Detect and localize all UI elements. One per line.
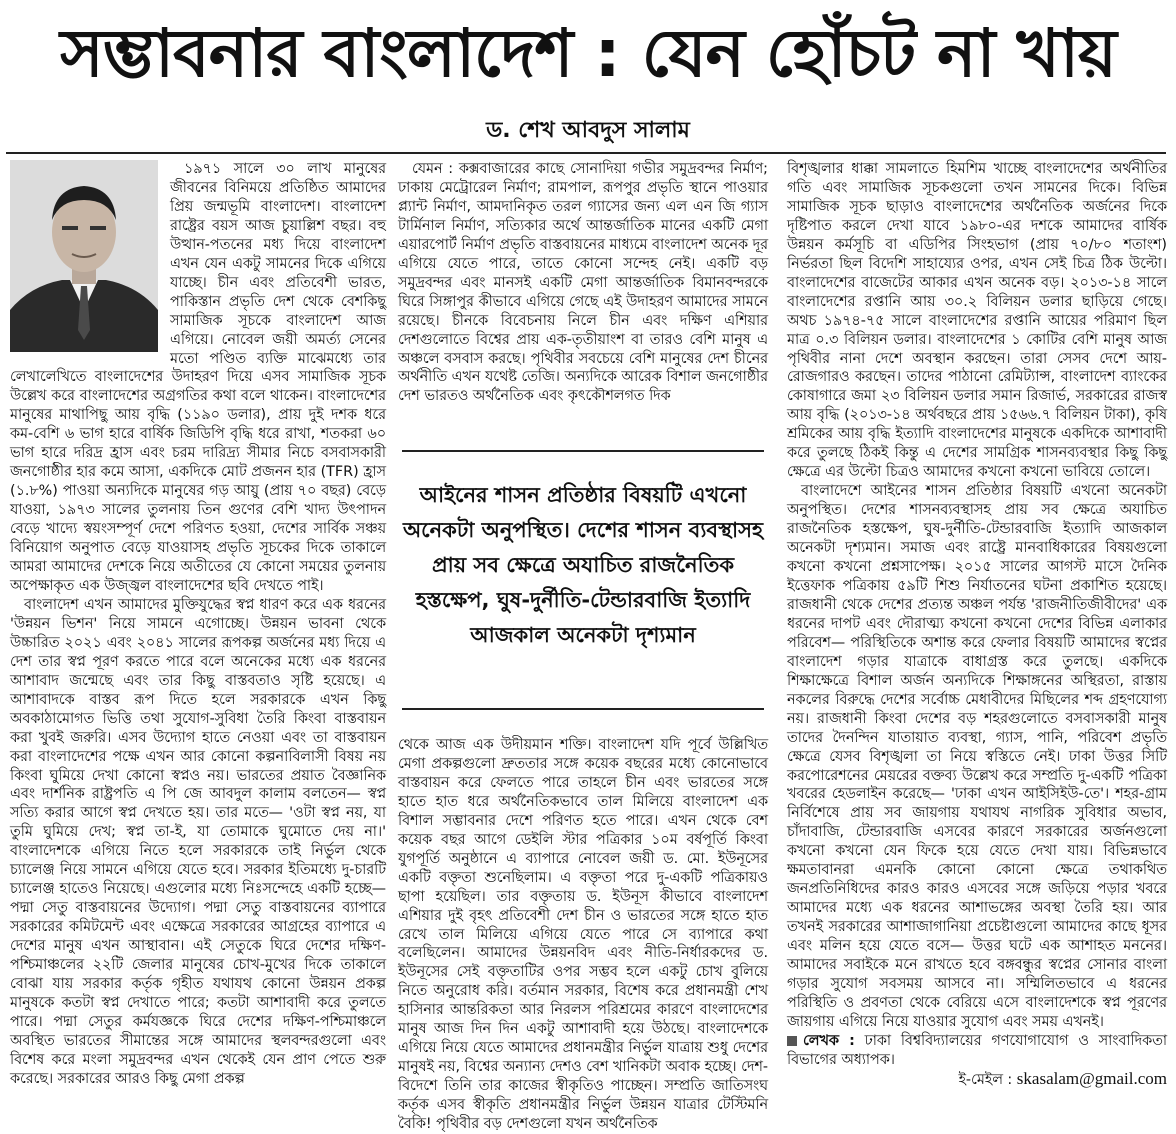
header-divider [6, 152, 1166, 154]
author-photo [10, 160, 158, 352]
col1-paragraph-1: ১৯৭১ সালে ৩০ লাখ মানুষের জীবনের বিনিময়ে প্রতিষ্ঠিত আমাদের প্রিয় জন্মভূমি বাংলাদেশ। বাংলাদেশ রাষ্ট্রের বয়স আজ চুয়াল্লিশ বছর। বহু উত্থান-পতনের মধ্য দিয়ে বাংলাদেশ এখন যেন একটু সামনের দিকে এগিয়ে যাচ্ছে। চীন এবং প্রতিবেশী ভারত, পাকিস্তান প্রভৃতি দেশ থেকে বেশকিছু সামাজিক সূচকে বাংলাদেশ আজ এগিয়ে। নোবেল জয়ী অমর্ত্য সেনের মতো পণ্ডিত ব্যক্তি মাঝেমধ্যে তার লেখালেখিতে বাংলাদেশের উদাহরণ দিয়ে এসব সামাজিক সূচক উল্লেখ করে বাংলাদেশের অগ্রগতির কথা বলে থাকেন। বাংলাদেশের মানুষের মাথাপিছু আয় বৃদ্ধি (১১৯০ ডলার), প্রায় দুই দশক ধরে কম-বেশি ৬ ভাগ হারে বার্ষিক জিডিপি বৃদ্ধি ধরে রাখা, শতকরা ৬০ ভাগ হারে দরিদ্র হ্রাস এবং চরম দারিদ্র্য সীমার নিচে বসবাসকারী জনগোষ্ঠীর হার কমে আসা, একদিকে মোট প্রজনন হার (TFR) হ্রাস (১.৮%) পাওয়া অন্যদিকে মানুষের গড় আয়ু (প্রায় ৭০ বছর) বেড়ে যাওয়া, ১৯৭৩ সালের তুলনায় তিন গুণের বেশি খাদ্য উৎপাদন বেড়ে খাদ্যে স্বয়ংসম্পূর্ণ দেশে পরিণত হওয়া, দেশের সার্বিক সঞ্চয় বিনিয়োগ অনুপাত বেড়ে যাওয়াসহ প্রভৃতি সূচকের দিকে তাকালে আমরা আমাদের দেশকে নিয়ে অতীতের যে কোনো সময়ের তুলনায় অপেক্ষাকৃত এক উজ্জ্বল বাংলাদেশের ছবি দেখতে পাই। [10, 161, 386, 594]
author-email: skasalam@gmail.com [1016, 1068, 1167, 1088]
col2-paragraph-2: থেকে আজ এক উদীয়মান শক্তি। বাংলাদেশ যদি পূর্বে উল্লিখিত মেগা প্রকল্পগুলো দ্রুততার সঙ্গে কয়েক বছরের মধ্যে কোনোভাবে বাস্তবায়ন করে ফেলতে পারে তাহলে চীন এবং ভারতের সঙ্গে হাতে হাত ধরে অর্থনৈতিকভাবে তাল মিলিয়ে বাংলাদেশ এক বিশাল সম্ভাবনার দেশে পরিণত হতে পারে। এখন থেকে বেশ কয়েক বছর আগে ডেইলি স্টার পত্রিকার ১০ম বর্ষপূর্তি কিংবা যুগপূর্তি অনুষ্ঠানে এ ব্যাপারে নোবেল জয়ী ড. মো. ইউনূসের একটি বক্তৃতা শুনেছিলাম। এ বক্তৃতা পরে দু-একটি পত্রিকায়ও ছাপা হয়েছিল। তার বক্তৃতায় ড. ইউনূস কীভাবে বাংলাদেশ এশিয়ার দুই বৃহৎ প্রতিবেশী দেশ চীন ও ভারতের সঙ্গে হাতে হাত রেখে তাল মিলিয়ে এগিয়ে যেতে পারে সে ব্যাপারে কথা বলেছিলেন। আমাদের উন্নয়নবিদ এবং নীতি-নির্ধারকদের ড. ইউনূসের সেই বক্তৃতাটির ওপর সম্ভব হলে একটু চোখ বুলিয়ে নিতে অনুরোধ করি। বর্তমান সরকার, বিশেষ করে প্রধানমন্ত্রী শেখ হাসিনার আন্তরিকতা আর নিরলস পরিশ্রমের কারণে বাংলাদেশের মানুষ আজ দিন দিন একটু আশাবাদী হয়ে উঠছে। বাংলাদেশকে এগিয়ে নিয়ে যেতে আমাদের প্রধানমন্ত্রীর নির্ভুল যাত্রায় শুধু দেশের মানুষই নয়, বিশ্বের অন্যান্য দেশও বেশ খানিকটা অবাক হচ্ছে। দেশ-বিদেশে তিনি তার কাজের স্বীকৃতিও পাচ্ছেন। সম্প্রতি জাতিসংঘ কর্তৃক এসব স্বীকৃতি প্রধানমন্ত্রীর নির্ভুল উন্নয়ন যাত্রার টেস্টিমনি বৈকি! পৃথিবীর বড় দেশগুলো যখন অর্থনৈতিক [398, 737, 768, 1133]
col3-paragraph-1: বিশৃঙ্খলার ধাক্কা সামলাতে হিমশিম খাচ্ছে বাংলাদেশের অর্থনীতির গতি এবং সামাজিক সূচকগুলো তখন সামনের দিকে। বিভিন্ন সামাজিক সূচক ছাড়াও বাংলাদেশের অর্থনৈতিক অর্জনের দিকে দৃষ্টিপাত করলে দেখা যাবে ১৯৮০-এর দশকে আমাদের বার্ষিক উন্নয়ন কর্মসূচি বা এডিপির সিংহভাগ (প্রায় ৭০/৮০ শতাংশ) নির্ভরতা ছিল বিদেশি সাহায্যের ওপর, এখন সেই চিত্র ঠিক উল্টো। বাংলাদেশের বাজেটের আকার এখন অনেক বড়। ২০১৩-১৪ সালে বাংলাদেশের রপ্তানি আয় ৩০.২ বিলিয়ন ডলার ছাড়িয়ে গেছে। অথচ ১৯৭৪-৭৫ সালে বাংলাদেশের রপ্তানি আয়ের পরিমাণ ছিল মাত্র ০.৩ বিলিয়ন ডলার। বাংলাদেশের ১ কোটির বেশি মানুষ আজ পৃথিবীর নানা দেশে অবস্থান করছেন। তারা সেসব দেশে আয়-রোজগারও করছেন। তাদের পাঠানো রেমিট্যান্স, বাংলাদেশ ব্যাংকের কোষাগারে জমা ২৩ বিলিয়ন ডলার সমান রিজার্ভ, সরকারের রাজস্ব আয় বৃদ্ধি (২০১৩-১৪ অর্থবছরে প্রায় ১৫৬৬.৭ বিলিয়ন টাকা), কৃষি শ্রমিকের আয় বৃদ্ধি ইত্যাদি বাংলাদেশের মানুষকে একদিকে আশাবাদী করে তুলছে ঠিকই কিন্তু এ দেশের সামগ্রিক শাসনব্যবস্থার কিছু কিছু ক্ষেত্রে এর উল্টো চিত্রও আমাদের কখনো কখনো ভাবিয়ে তোলে। [787, 161, 1167, 481]
col3-paragraph-2: বাংলাদেশে আইনের শাসন প্রতিষ্ঠার বিষয়টি এখনো অনেকটা অনুপস্থিত। দেশের শাসনব্যবস্থাসহ প্রায় সব ক্ষেত্রে অযাচিত রাজনৈতিক হস্তক্ষেপ, ঘুষ-দুর্নীতি-টেন্ডারবাজি ইত্যাদি আজকাল অনেকটা দৃশ্যমান। সমাজ এবং রাষ্ট্রে মানবাধিকারের বিষয়গুলো কখনো কখনো প্রশ্নসাপেক্ষ। ২০১৫ সালের আগস্ট মাসে দৈনিক ইত্তেফাক পত্রিকায় ৫৯টি শিশু নির্যাতনের ঘটনা প্রকাশিত হয়েছে। রাজধানী থেকে দেশের প্রত্যন্ত অঞ্চল পর্যন্ত 'রাজনীতিজীবীদের' এক ধরনের দাপট এবং দৌরাত্ম্য কখনো কখনো দেশের বিভিন্ন এলাকার পরিবেশ— পরিস্থিতিকে অশান্ত করে ফেলার বিষয়টি আমাদের স্বপ্নের বাংলাদেশ গড়ার যাত্রাকে বাধাগ্রস্ত করে তুলছে। একদিকে শিক্ষাক্ষেত্রে বিশাল অর্জন অন্যদিকে শিক্ষাঙ্গনের অস্থিরতা, রাস্তায় নকলের বিরুদ্ধে দেশের সর্বোচ্চ মেধাবীদের মিছিলের শব্দ গ্রহণযোগ্য নয়। রাজধানী কিংবা দেশের বড় শহরগুলোতে বসবাসকারী মানুষ তাদের দৈনন্দিন যাতায়াত ব্যবস্থা, গ্যাস, পানি, পরিবেশ প্রভৃতি ক্ষেত্রে যেসব বিশৃঙ্খলা তা নিয়ে স্বস্তিতে নেই। ঢাকা উত্তর সিটি করপোরেশনের মেয়রের বক্তব্য উল্লেখ করে সম্প্রতি দু-একটি পত্রিকা খবরের হেডলাইন করেছে— 'ঢাকা এখন আইসিইউ-তে'। শহর-গ্রাম নির্বিশেষে প্রায় সব জায়গায় যথাযথ নাগরিক সুবিধার অভাব, চাঁদাবাজি, টেন্ডারবাজি এসবের কারণে সরকারের অর্জনগুলো কখনো কখনো যেন ফিকে হয়ে যেতে দেখা যায়। বিভিন্নভাবে ক্ষমতাবানরা এমনকি কোনো কোনো ক্ষেত্রে তথাকথিত জনপ্রতিনিধিদের কারও কারও এসবের সঙ্গে জড়িয়ে পড়ার খবরে আমাদের মধ্যে এক ধরনের আশাভঙ্গের অবস্থা তৈরি হয়। আর তখনই সরকারের আশাজাগানিয়া প্রচেষ্টাগুলো আমাদের কাছে ধূসর এবং মলিন হয়ে যেতে বসে— উত্তর ঘটে এক আশাহত মননের। আমাদের সবাইকে মনে রাখতে হবে বঙ্গবন্ধুর স্বপ্নের সোনার বাংলা গড়ার সুযোগ সবসময় আসবে না। সম্মিলিতভাবে এ ধরনের পরিস্থিতি ও প্রবণতা থেকে বেরিয়ে এসে বাংলাদেশকে স্বপ্ন পূরণের জায়গায় এগিয়ে নিয়ে যাওয়ার সুযোগ এবং সময় এখনই। [787, 483, 1167, 1030]
pull-quote: আইনের শাসন প্রতিষ্ঠার বিষয়টি এখনো অনেকটা অনুপস্থিত। দেশের শাসন ব্যবস্থাসহ প্রায় সব ক্ষেত্রে অযাচিত রাজনৈতিক হস্তক্ষেপ, ঘুষ-দুর্নীতি-টেন্ডারবাজি ইত্যাদি আজকাল অনেকটা দৃশ্যমান [402, 483, 764, 647]
pull-quote-bottom-rule [402, 708, 764, 710]
article-byline: ড. শেখ আবদুস সালাম [486, 118, 690, 143]
column-2-top [398, 160, 768, 444]
col2-paragraph-1: যেমন : কক্সবাজারের কাছে সোনাদিয়া গভীর সমুদ্রবন্দর নির্মাণ; ঢাকায় মেট্রোরেল নির্মাণ; রামপাল, রূপপুর প্রভৃতি স্থানে পাওয়ার প্ল্যান্ট নির্মাণ, আমদানিকৃত তরল গ্যাসের জন্য এল এন জি গ্যাস টার্মিনাল নির্মাণ, সত্যিকার অর্থে আন্তর্জাতিক মানের একটি মেগা এয়ারপোর্ট নির্মাণ প্রভৃতি বাস্তবায়নের মাধ্যমে বাংলাদেশ অনেক দূর এগিয়ে যেতে পারে, তাতে কোনো সন্দেহ নেই। একটি বড় সমুদ্রবন্দর এবং মানসই একটি মেগা আন্তর্জাতিক বিমানবন্দরকে ঘিরে সিঙ্গাপুর কীভাবে এগিয়ে গেছে এই উদাহরণ আমাদের সামনে রয়েছে। চীনকে বিবেচনায় নিলে চীন এবং দক্ষিণ এশিয়ার দেশগুলোতে বিশ্বের প্রায় এক-তৃতীয়াংশ বা তারও বেশি মানুষ এ অঞ্চলে বসবাস করছে। পৃথিবীর সবচেয়ে বেশি মানুষের দেশ চীনের অর্থনীতি এখন যথেষ্ট তেজি। অন্যদিকে আরেক বিশাল জনগোষ্ঠীর দেশ ভারতও অর্থনৈতিক এবং কৃৎকৌশলগত দিক [398, 161, 768, 405]
author-note [787, 1032, 1167, 1070]
author-description: ঢাকা বিশ্ববিদ্যালয়ের গণযোগাযোগ ও সাংবাদিকতা বিভাগের অধ্যাপক। [787, 1032, 1167, 1068]
author-label: লেখক : [803, 1032, 855, 1049]
square-bullet-icon [787, 1036, 797, 1046]
column-2-bottom [398, 736, 768, 1133]
email-label: ই-মেইল : [958, 1071, 1013, 1088]
pull-quote-top-rule [402, 450, 764, 452]
column-1 [10, 160, 386, 1124]
email-line [787, 1070, 1167, 1090]
column-2 [398, 160, 768, 1133]
col1-paragraph-2: বাংলাদেশ এখন আমাদের মুক্তিযুদ্ধের স্বপ্ন ধারণ করে এক ধরনের 'উন্নয়ন ভিশন' নিয়ে সামনে এগোচ্ছে। উন্নয়ন ভাবনা থেকে উচ্চারিত ২০২১ এবং ২০৪১ সালের রূপকল্প অর্জনের মধ্য দিয়ে এ দেশ তার স্বপ্ন পূরণ করতে পারে বলে অনেকের মধ্যে এক ধরনের আশাবাদ জন্মেছে এবং তার কিছু বাস্তবতাও সৃষ্টি হয়েছে। এ আশাবাদকে বাস্তব রূপ দিতে হলে সরকারকে এখন কিছু অবকাঠামোগত ভিত্তি তথা সুযোগ-সুবিধা তৈরি কিংবা বাস্তবায়ন করা খুবই জরুরি। এসব উদ্যোগ হাতে নেওয়া এবং তা বাস্তবায়ন করা বাংলাদেশের পক্ষে এখন আর কোনো কল্পনাবিলাসী বিষয় নয় কিংবা ঘুমিয়ে দেখা কোনো স্বপ্নও নয়। ভারতের প্রয়াত বৈজ্ঞানিক এবং দার্শনিক রাষ্ট্রপতি এ পি জে আবদুল কালাম বলতেন— স্বপ্ন সত্যি করার আগে স্বপ্ন দেখতে হয়। তার মতে— 'ওটা স্বপ্ন নয়, যা তুমি ঘুমিয়ে দেখ; স্বপ্ন তা-ই, যা তোমাকে ঘুমোতে দেয় না।' বাংলাদেশকে এগিয়ে নিতে হলে সরকারকে তাই নির্ভুল থেকে চ্যালেঞ্জ নিয়ে সামনে এগিয়ে যেতে হবে। সরকার ইতিমধ্যে দু-চারটি চ্যালেঞ্জ হাতেও নিয়েছে। এগুলোর মধ্যে নিঃসন্দেহে একটি হচ্ছে— পদ্মা সেতু বাস্তবায়নের উদ্যোগ। পদ্মা সেতু বাস্তবায়নের ব্যাপারে সরকারের কমিটমেন্ট এবং এক্ষেত্রে সরকারের আগ্রহের ব্যাপারে এ দেশের মানুষ এখন আস্থাবান। এই সেতুকে ঘিরে দেশের দক্ষিণ-পশ্চিমাঞ্চলের ২২টি জেলার মানুষের চোখ-মুখের দিকে তাকালে বোঝা যায় সরকার কর্তৃক গৃহীত যথাযথ কোনো উন্নয়ন প্রকল্প মানুষকে কতটা স্বপ্ন দেখাতে পারে; কতটা আশাবাদী করে তুলতে পারে। পদ্মা সেতুর কর্মযজ্ঞকে ঘিরে দেশের দক্ষিণ-পশ্চিমাঞ্চলে অবস্থিত ভারতের সীমান্তের সঙ্গে আমাদের স্থলবন্দরগুলো এবং বিশেষ করে মংলা সমুদ্রবন্দর এখন থেকেই যেন প্রাণ পেতে শুরু করেছে। সরকারের আরও কিছু মেগা প্রকল্প [10, 596, 386, 1087]
article-headline: সম্ভাবনার বাংলাদেশ : যেন হোঁচট না খায় [60, 15, 1116, 92]
author-portrait-icon [10, 160, 158, 352]
column-3 [787, 160, 1167, 1124]
